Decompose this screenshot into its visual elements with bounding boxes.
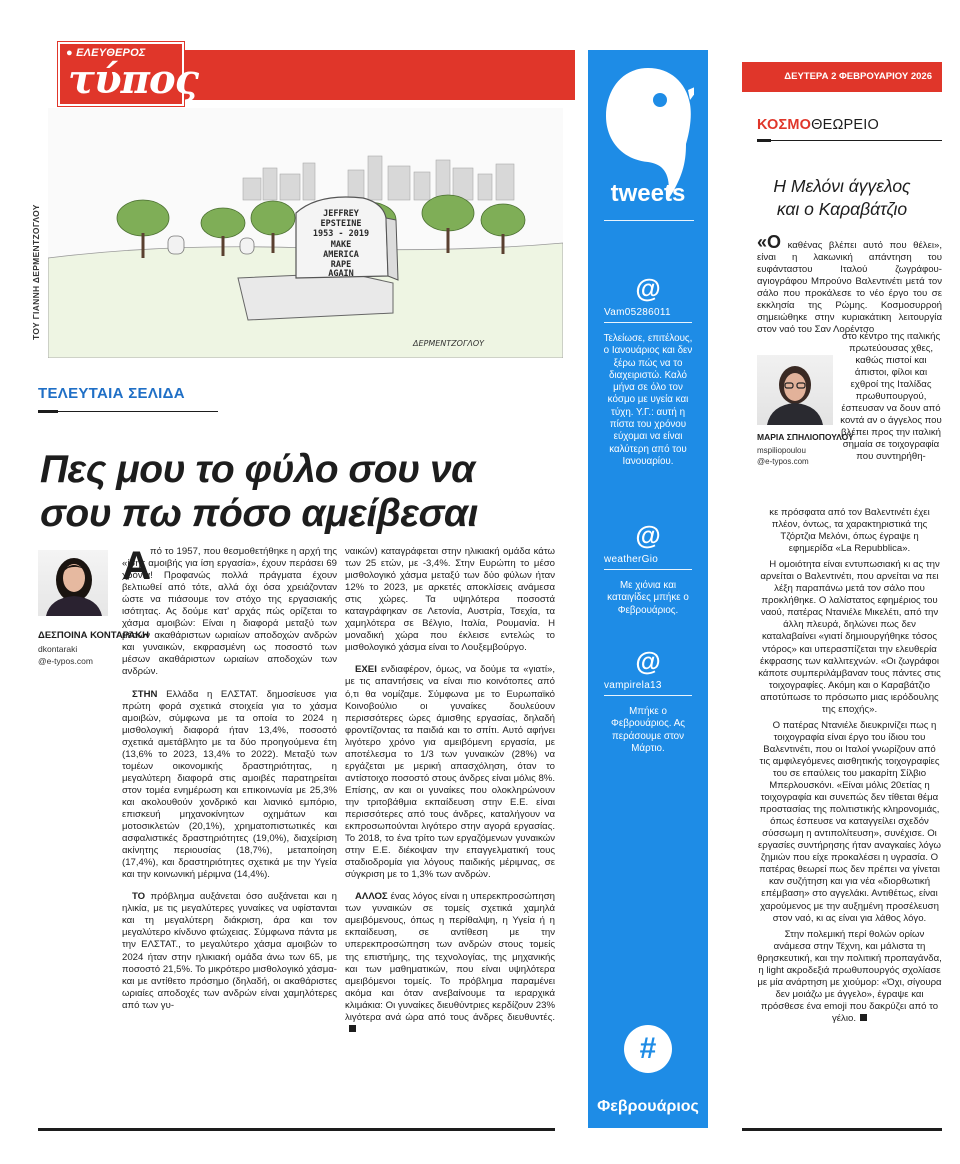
author-name: ΔΕΣΠΟΙΝΑ ΚΟΝΤΑΡΑΚΗ [38, 630, 149, 641]
column-wrap-text: στο κέντρο της ιταλικής πρωτεύουσας χθες, καθώς πιστοί και άπιστοι, φίλοι και εχθροί της Ιταλίδας πρωθυπουργού, έσπευσαν να δουν από κοντά αν ο άγγελος που βλέπει προς την ιταλική σημαία σε τοιχογραφία που συντηρήθη- [840, 331, 942, 463]
article-col1 [122, 546, 337, 1121]
author-email[interactable]: @e-typos.com [38, 656, 93, 666]
column-p4: Στην πολεμική περί θολών ορίων ανάμεσα στην Τέχνη, και μάλιστα τη θρησκευτική, και την πολιτική προπαγάνδα, η light ακροδεξιά πρωθυπουργός σχολίασε με μία ανάρτηση με χιούμορ: «Όχι, σίγουρα δεν μοιάζω με άγγελο», έγραψε και πρόσθεσε ένα emoji που δακρύζει από το γέλιο. [757, 928, 942, 1024]
tomb-line: JEFFREY [323, 209, 359, 219]
column-body [757, 507, 942, 1117]
article-p2: ΣΤΗΝ Ελλάδα η ΕΛΣΤΑΤ. δημοσίευσε για πρώτη φορά σχετικά στοιχεία για το χάσμα αμοιβών, σύμφωνα με τα οποία το 2024 η μισθολογική διαφορά ήταν 13,4%, ποσοστό σχετικά αμετάβλητο με τα δύο προηγούμενα έτη (13,6% το 2023, 13,4% το 2022). Μεταξύ των τομέων οικονομικής δραστηριότητας, η μεγαλύτερη διαφορά στις αμοιβές παρατηρείται στον τομέα ενημέρωση και επικοινωνία με 25,3% και ακολουθούν χονδρικό και λιανικό εμπόριο, επισκευή μηχανοκίνητων οχημάτων και μοτοσικλετών (20,1%), χρηματοπιστωτικές και ασφαλιστικές δραστηριότητες (19,0%), διαχείριση ακίνητης περιουσίας (18,7%), μεταποίηση (17,4%), και δραστηριότητες σχετικά με την Υγεία και την κοινωνική μέριμνα (14,4%). [122, 688, 337, 881]
rubric-rule-dark [757, 139, 771, 142]
section-label: ΤΕΛΕΥΤΑΙΑ ΣΕΛΙΔΑ [38, 385, 185, 402]
rubric-part-2: ΘΕΩΡΕΙΟ [811, 117, 879, 133]
rubric-rule [771, 140, 942, 141]
end-mark [349, 1025, 356, 1032]
column-p2: Η ομοιότητα είναι εντυπωσιακή κι ας την αρνείται ο Βαλεντινέτι, που αρνείται να πει λέξη παραπάνω μετά τον σάλο που προκλήθηκε. Ο λαλίστατος εφημέριος του ναού, πατέρας Ντανιέλε Μικελέτι, από την άλλη πλευρά, δηλώνει πως δεν καταλαβαίνει «γιατί δημιουργήθηκε τόσος ντόρος» και υπερασπίζεται την ελευθερία έκφρασης των καλλιτεχνών. «Οι ζωγράφοι κάποτε συμπεριλάμβαναν τους πάντες στις τοιχογραφίες. Ακόμη και ο Καραβάτζιο αποτύπωσε το πρόσωπο μιας ιερόδουλης της εποχής». [758, 559, 941, 715]
tweet-text: Μπήκε ο Φεβρουάριος. Ας περάσουμε στον Μάρτιο. [611, 706, 685, 754]
article-dropcap: Α [122, 544, 151, 588]
article-p6: ΑΛΛΟΣ ένας λόγος είναι η υπερεκπροσώπηση των γυναικών σε τομείς σχετικά χαμηλά αμειβόμενους, όπως η περίθαλψη, η Υγεία ή η εκπαίδευση, σε αντίθεση με την υπερεκπροσώπηση των ανδρών στους τομείς της επιστήμης, της τεχνολογίας, της μηχανικής και των μαθηματικών, που είναι υψηλότερα αμειβόμενοι τομείς. Το πρόβλημα παραμένει ακόμα και όταν ανεβαίνουμε τα ιεραρχικά κλιμάκια: Οι γυναίκες διευθύντριες κερδίζουν 23% λιγότερα ανά ώρα από τους άνδρες διευθυντές. [345, 891, 555, 1036]
tomb-line: AGAIN [328, 269, 354, 279]
rubric-part-1: ΚΟΣΜΟ [757, 117, 812, 133]
column-p3: Ο πατέρας Ντανιέλε διευκρινίζει πως η τοιχογραφία είναι έργο του ίδιου του Βαλεντινέτι, που οι Ιταλοί γνωρίζουν από τις αμφιλεγόμενες αισθητικής τοιχογραφίες του σε επαύλεις του μακαρίτη Σίλβιο Μπερλουσκόνι. «Είναι μόλις 20ετίας η τοιχογραφία και συνεπώς δεν τίθεται θέμα προστασίας της πολιτιστικής κληρονομιάς, όπως έσπευσε να καταγγείλει σχεδόν σύσσωμη η αντιπολίτευση», συνέχισε. Οι εργασίες συντήρησης ήταν αναγκαίες λόγω ζημιών που είχε προκαλέσει η υγρασία. Ο πατέρας θεωρεί πως δεν πρέπει να γίνεται καν συζήτηση και για νέα «διορθωτική επέμβαση» στο αγγελάκι. Αντιθέτως, είναι χαρούμενος με την αυξημένη προσέλευση στον ναό, κι ας είναι για λάθος λόγο. [757, 719, 941, 924]
article-p5: ΕΧΕΙ ενδιαφέρον, όμως, να δούμε τα «γιατί», με τις απαντήσεις να είναι πιο κοινότοπες από ό,τι θα νομίζαμε. Σύμφωνα με το Ευρωπαϊκό Κοινοβούλιο οι γυναίκες δουλεύουν περισσότερες ώρες άμισθης εργασίας, δηλαδή φροντίζοντας τα παιδιά και το σπίτι. Αυτό αφήνει λιγότερο χρόνο για αμειβόμενη εργασία, με αποτέλεσμα το 1/3 των γυναικών (28%) να εργάζεται με μερική απασχόληση, όταν το αντίστοιχο ποσοστό στους άνδρες είναι μόλις 8%. Επίσης, αν και οι γυναίκες που ολοκληρώνουν την τριτοβάθμια εκπαίδευση στην Ε.Ε. είναι περισσότερες από τους άνδρες, καταλήγουν να εκπροσωπούνται λιγότερο στην αγορά εργασίας. Το 2018, το ένα τρίτο των εργαζόμενων γυναικών στην Ε.Ε. διέκοψαν την επαγγελματική τους σταδιοδρομία για λόγους παιδικής μέριμνας, σε σύγκριση με το 1,3% των ανδρών. [345, 664, 556, 881]
article-headline-2: σου πω πόσο αμείβεσαι [40, 492, 478, 535]
article-p1: πό το 1957, που θεσμοθετήθηκε η αρχή της «ίσης αμοιβής για ίση εργασία», έχουν περάσει 69 χρόνια! Προφανώς πολλά πράγματα έχουν βελτιωθεί από τότε, αλλά όχι όσα χρειάζονταν ώστε να πιάσουμε τον στόχο της εργασιακής ισότητας. Ας δούμε κατ' αρχάς πώς ορίζεται το χάσμα αμοιβών: Είναι η διαφορά μεταξύ των μέσων ακαθάριστων ωριαίων αποδοχών ανδρών και γυναικών, εκφρασμένη ως ποσοστό των μέσων ακαθάριστων ωριαίων αποδοχών των ανδρών. [122, 546, 337, 678]
rubric [757, 117, 879, 133]
end-mark [860, 1014, 867, 1021]
tweet-text: Τελείωσε, επιτέλους, ο Ιανουάριος και δεν ξέρω πώς να το διαχειριστώ. Καλό μήνα σε όλο τον κόσμο με υγεία και τύχη. Υ.Γ.: αυτή η πίστα του χρόνου εύχομαι να είναι καλύτερη από του Ιανουαρίου. [603, 333, 693, 467]
at-icon: @ [635, 520, 661, 550]
tweets-column [588, 50, 708, 1128]
masthead-logo[interactable] [58, 42, 198, 106]
tweet-handle: weatherGio [604, 554, 659, 565]
column-title-1: Η Μελόνι άγγελος [773, 176, 911, 196]
author-photo [38, 550, 108, 616]
at-icon: @ [635, 273, 661, 303]
column-intro: «Ο καθένας βλέπει αυτό που θέλει», είναι η λακωνική απάντηση του ευφάνταστου Ιταλού ζωγράφου-αγιογράφου Μπρούνο Βαλεντινέτι μετά τον σάλο που προκάλεσε το νέο έργο του σε εκκλησία της Ρώμης. Κοσμοσυρροή σημειώθηκε στην κυριακάτικη λειτουργία στον ναό του Σαν Λορέντσο [757, 232, 942, 336]
columnist-email[interactable]: @e-typos.com [757, 457, 809, 466]
tomb-line: AMERICA [323, 250, 359, 260]
columnist-name: ΜΑΡΙΑ ΣΠΗΛΙΟΠΟΥΛΟΥ [757, 432, 854, 442]
masthead-small-label: ● ΕΛΕΥΘΕΡΟΣ [66, 47, 146, 59]
tomb-line: EPSTEINE [320, 219, 362, 229]
article-col2 [345, 546, 555, 1121]
at-icon: @ [635, 646, 661, 676]
tweet-handle: vampirela13 [604, 680, 662, 691]
article-p4: ναικών) καταγράφεται στην ηλικιακή ομάδα κάτω των 25 ετών, με -3,4%. Στην Ευρώπη το μέσο μισθολογικό χάσμα μεταξύ των δύο φύλων ήταν 12% το 2023, με αρκετές αποκλίσεις ανάμεσα στις χώρες. Τα υψηλότερα ποσοστά καταγράφηκαν σε Λετονία, Αυστρία, Τσεχία, τα χαμηλότερα σε Βέλγιο, Ιταλία, Ρουμανία. Η μοναδική χώρα που έκλεισε εντελώς το μισθολογικό χάσμα είναι το Λουξεμβούργο. [345, 546, 555, 654]
tomb-line: RAPE [330, 260, 352, 270]
tweet-3[interactable] [588, 648, 708, 755]
tweet-handle: Vam05286011 [604, 307, 671, 318]
section-rule-long [58, 411, 218, 412]
author-handle[interactable]: dkontaraki [38, 644, 78, 654]
tweet-1[interactable] [588, 275, 708, 468]
tomb-line: MAKE [330, 240, 352, 250]
tweet-2[interactable] [588, 522, 708, 617]
section-rule [38, 410, 58, 413]
article-p3: ΤΟ πρόβλημα αυξάνεται όσο αυξάνεται και η ηλικία, με τις μεγαλύτερες γυναίκες να υφίστανται και τη μεγαλύτερη διάκριση, άρα και τον μεγαλύτερο κίνδυνο φτώχειας. Σύμφωνα πάντα με την ΕΛΣΤΑΤ., το μεγαλύτερο χάσμα αμοιβών το 2024 ήταν στην ηλικιακή ομάδα άνω των 65, με ποσοστό 21,5%. Το μικρότερο μισθολογικό χάσμα-και με αντίθετο πρόσημο (δηλαδή, οι ακαθάριστες ωριαίες αποδοχές των ανδρών είναι χαμηλότερες από των γυ- [122, 891, 337, 1011]
columnist-handle[interactable]: mspiliopoulou [757, 446, 806, 455]
column-p1: κε πρόσφατα από τον Βαλεντινέτι έχει πλέον, όντως, τα χαρακτηριστικά της Τζόρτζια Μελόνι, όπως έγραψε η εφημερίδα «La Repubblica». [769, 507, 930, 555]
date-label: ΔΕΥΤΕΡΑ 2 ΦΕΒΡΟΥΑΡΙΟΥ 2026 [784, 71, 932, 82]
tomb-line: 1953 - 2019 [312, 229, 370, 239]
tweet-rule [604, 569, 692, 570]
column-title-2: και ο Καραβάτζιο [776, 199, 908, 219]
masthead-red-bar [185, 50, 575, 100]
columnist-photo [757, 355, 833, 425]
column-lead-quote: «Ο [757, 232, 782, 252]
cartoon-signature: ΔΕΡΜΕΝΤΖΟΓΛΟΥ [413, 339, 485, 348]
bottom-rule-left [38, 1128, 555, 1131]
tweets-header: tweets [610, 180, 686, 207]
article-headline-1: Πες μου το φύλο σου να [40, 448, 475, 491]
hashtag-icon: # [639, 1032, 657, 1065]
hashtag-badge[interactable] [624, 1025, 672, 1073]
hashtag-label[interactable]: Φεβρουάριος [597, 1098, 699, 1115]
tweet-text: Με χιόνια και καταιγίδες μπήκε ο Φεβρουάριος. [607, 580, 689, 616]
tweet-rule [604, 695, 692, 696]
cartoon-image [48, 108, 563, 358]
tweet-rule [604, 322, 692, 323]
bottom-rule-right [742, 1128, 942, 1131]
cartoon-credit: ΤΟΥ ΓΙΑΝΝΗ ΔΕΡΜΕΝΤΖΟΓΛΟΥ [31, 204, 41, 340]
masthead-title: τύπος [68, 56, 198, 103]
tweets-header-rule [604, 220, 694, 221]
